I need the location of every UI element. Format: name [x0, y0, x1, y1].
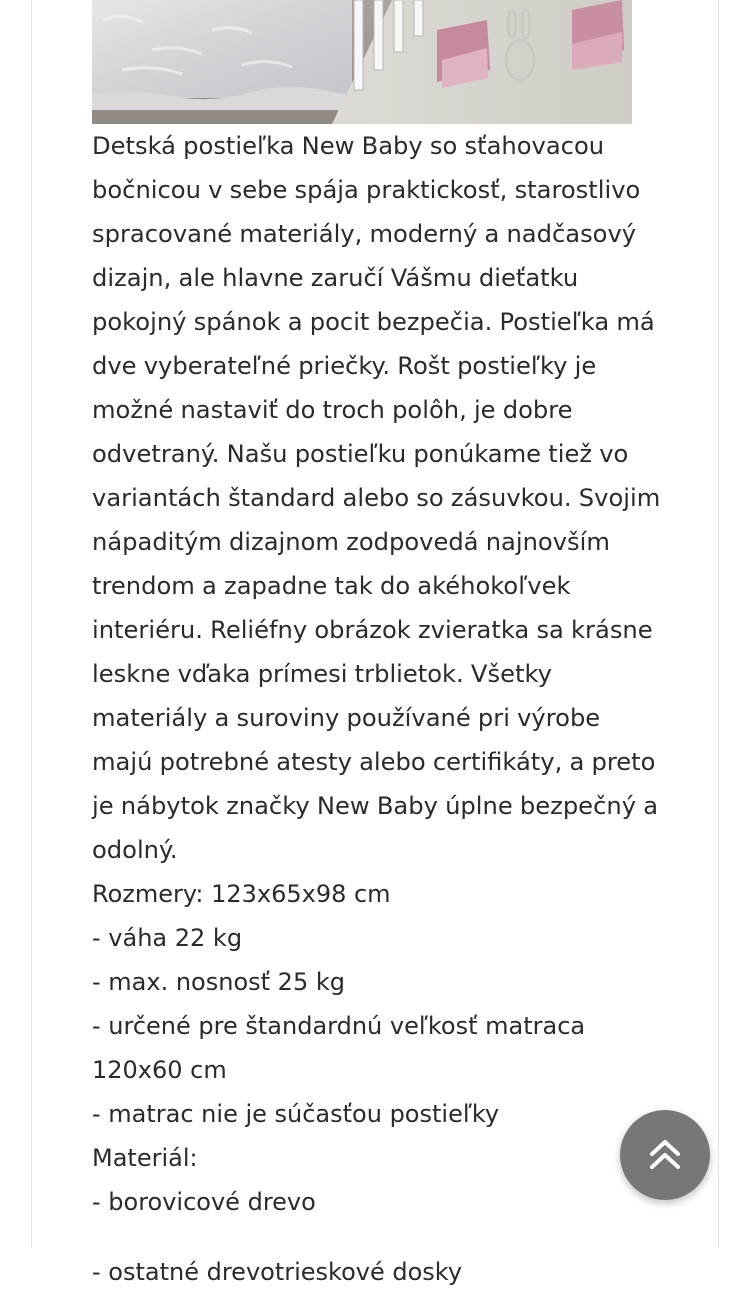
description-line: odvetraný. Našu postieľku ponúkame tiež vo	[92, 440, 629, 468]
description-line: nápaditým dizajnom zodpovedá najnovším	[92, 528, 610, 556]
description-line: dizajn, ale hlavne zaručí Vášmu dieťatku	[92, 264, 579, 292]
description-line: spracované materiály, moderný a nadčasový	[92, 220, 637, 248]
description-line: bočnicou v sebe spája praktickosť, starostlivo	[92, 176, 641, 204]
material-item: - borovicové drevo	[92, 1188, 316, 1216]
spec-item: - váha 22 kg	[92, 924, 243, 952]
description-line: trendom a zapadne tak do akéhokoľvek	[92, 572, 571, 600]
description-line: interiéru. Reliéfny obrázok zvieratka sa krásne	[92, 616, 653, 644]
dimensions-label: Rozmery: 123x65x98 cm	[92, 880, 391, 908]
spec-item: - matrac nie je súčasťou postieľky	[92, 1100, 500, 1128]
truncated-material-item: - ostatné drevotrieskové dosky	[92, 1258, 463, 1286]
description-line: pokojný spánok a pocit bezpečia. Postieľka má	[92, 308, 655, 336]
material-label: Materiál:	[92, 1144, 198, 1172]
description-line: možné nastaviť do troch polôh, je dobre	[92, 396, 573, 424]
description-line: materiály a suroviny používané pri výrobe	[92, 704, 601, 732]
description-line: dve vyberateľné priečky. Rošt postieľky je	[92, 352, 597, 380]
description-line: leskne vďaka prímesi trblietok. Všetky	[92, 660, 552, 688]
description-line: Detská postieľka New Baby so sťahovacou	[92, 132, 605, 160]
scroll-to-top-button[interactable]	[620, 1110, 710, 1200]
description-line: variantách štandard alebo so zásuvkou. Svojim	[92, 484, 661, 512]
spec-item: - určené pre štandardnú veľkosť matraca 120x60 cm	[92, 1012, 586, 1084]
description-line: je nábytok značky New Baby úplne bezpečný a	[92, 792, 659, 820]
description-line: odolný.	[92, 836, 178, 864]
description-line: majú potrebné atesty alebo certifikáty, a preto	[92, 748, 656, 776]
product-description	[92, 124, 672, 1286]
spec-item: - max. nosnosť 25 kg	[92, 968, 345, 996]
double-chevron-up-icon	[648, 1138, 682, 1172]
description-paragraph	[92, 124, 662, 872]
product-photo	[92, 0, 632, 124]
